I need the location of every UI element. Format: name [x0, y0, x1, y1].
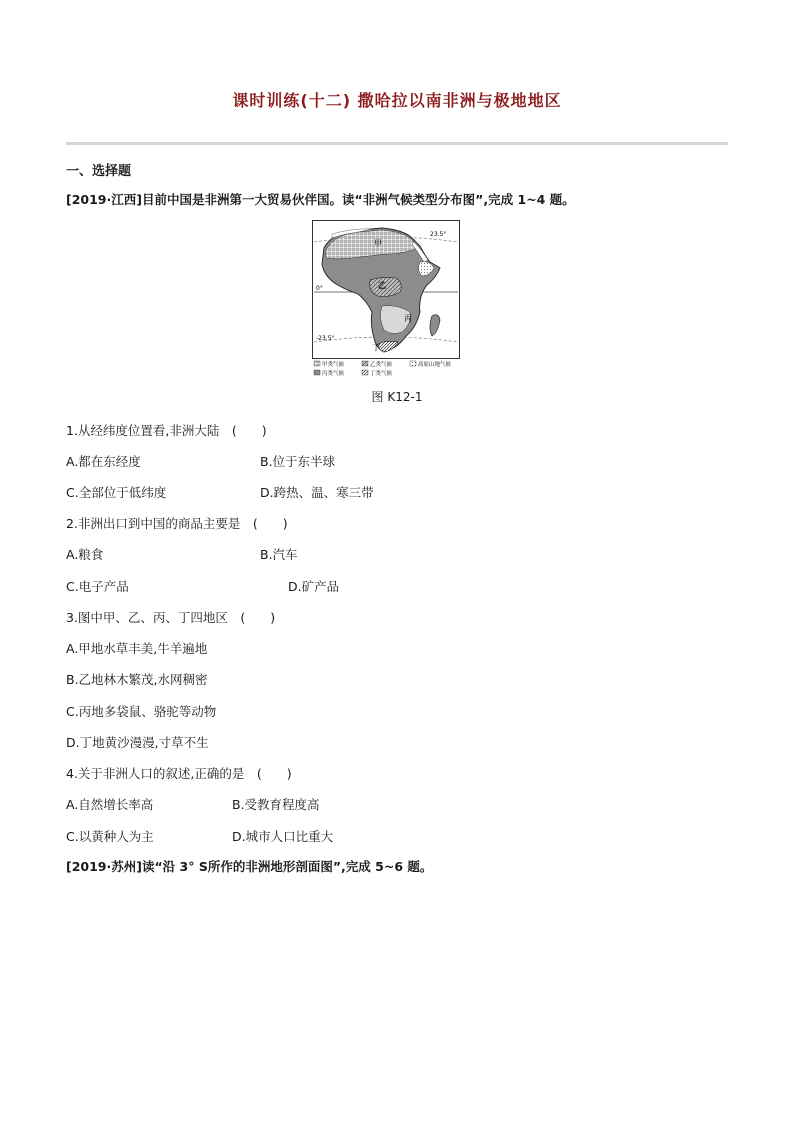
question-2-option-d: D.矿产品: [288, 579, 340, 594]
africa-climate-map: [312, 220, 460, 380]
question-4-option-d: D.城市人口比重大: [232, 829, 334, 844]
question-4-option-c: C.以黄种人为主: [66, 829, 154, 844]
page-title: 课时训练(十二) 撒哈拉以南非洲与极地地区: [232, 91, 562, 110]
question-3-option-a: A.甲地水草丰美,牛羊遍地: [66, 641, 208, 656]
question-1-stem: 1.从经纬度位置看,非洲大陆 ( ): [66, 423, 267, 438]
question-3-stem: 3.图中甲、乙、丙、丁四地区 ( ): [66, 610, 276, 625]
title-divider: [66, 142, 728, 145]
label-ding: 丁: [372, 343, 380, 352]
question-intro-2: [2019·苏州]读“沿 3° S所作的非洲地形剖面图”,完成 5~6 题。: [66, 859, 433, 874]
lat-equator-label: 0°: [316, 285, 323, 292]
question-4-option-a: A.自然增长率高: [66, 797, 154, 812]
question-2-option-a: A.粮食: [66, 547, 104, 562]
section-heading: 一、选择题: [66, 164, 132, 179]
question-3-option-d: D.丁地黄沙漫漫,寸草不生: [66, 735, 209, 750]
question-4-stem: 4.关于非洲人口的叙述,正确的是 ( ): [66, 766, 292, 781]
question-2-option-b: B.汽车: [260, 547, 298, 562]
question-4-option-b: B.受教育程度高: [232, 797, 320, 812]
lat-south-label: -23.5°: [316, 335, 335, 342]
question-1-option-a: A.都在东经度: [66, 454, 141, 469]
legend-item-4: 丙类气候: [322, 371, 345, 377]
label-yi: 乙: [378, 281, 386, 290]
question-2-stem: 2.非洲出口到中国的商品主要是 ( ): [66, 516, 288, 531]
legend-item-1: 甲类气候: [322, 362, 345, 368]
question-1-option-d: D.跨热、温、寒三带: [260, 485, 374, 500]
question-3-option-b: B.乙地林木繁茂,水网稠密: [66, 672, 208, 687]
map-legend: [314, 360, 452, 377]
legend-item-2: 乙类气候: [370, 362, 393, 368]
question-2-option-c: C.电子产品: [66, 579, 129, 594]
legend-item-5: 丁类气候: [370, 371, 393, 377]
legend-item-3: 高原山地气候: [418, 362, 452, 368]
question-3-option-c: C.丙地多袋鼠、骆驼等动物: [66, 704, 217, 719]
figure-caption: 图 K12-1: [371, 390, 423, 404]
africa-map-svg: [312, 220, 460, 380]
lat-north-label: 23.5°: [430, 231, 447, 238]
question-1-option-c: C.全部位于低纬度: [66, 485, 167, 500]
label-bing: 丙: [404, 314, 412, 323]
label-jia: 甲: [374, 239, 382, 248]
question-intro-1: [2019·江西]目前中国是非洲第一大贸易伙伴国。读“非洲气候类型分布图”,完成 1~4 题。: [66, 192, 575, 207]
question-1-option-b: B.位于东半球: [260, 454, 336, 469]
